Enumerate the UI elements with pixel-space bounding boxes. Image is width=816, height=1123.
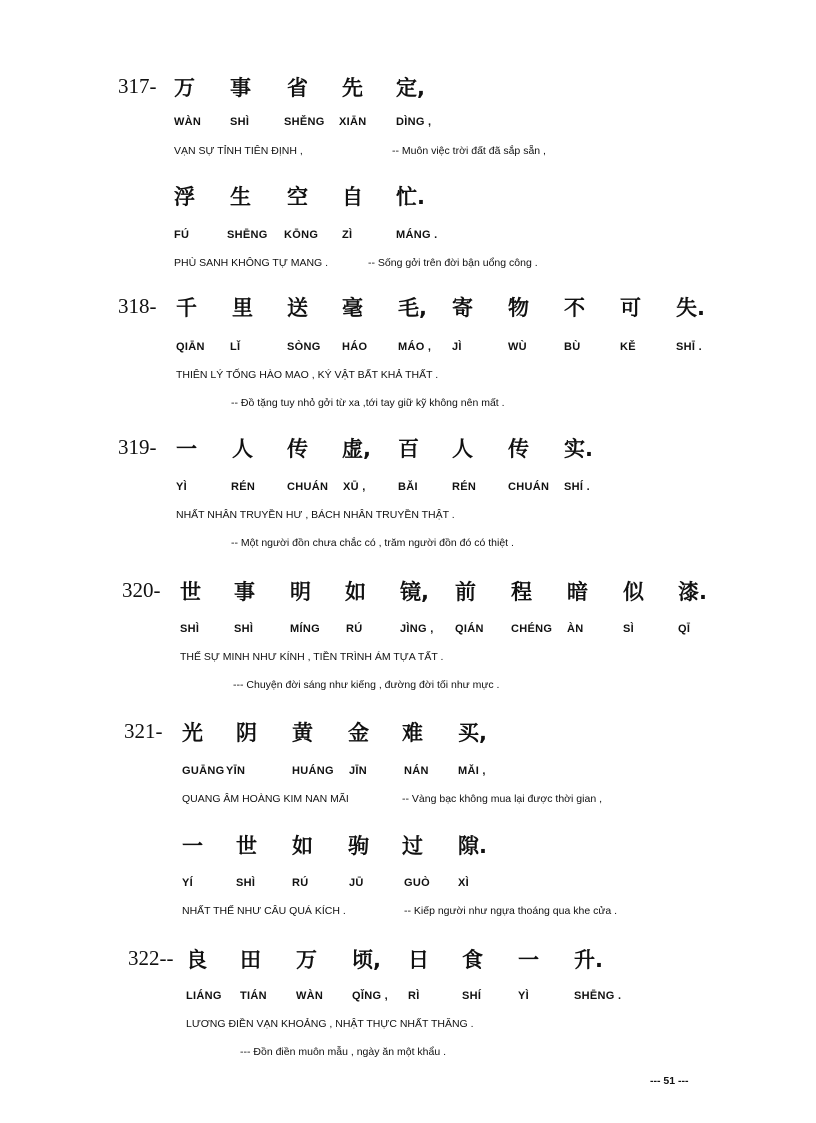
pinyin-syllable: DÌNG ,: [396, 116, 432, 128]
reading-line: [0, 145, 816, 159]
pinyin-syllable: SÒNG: [287, 341, 321, 353]
hanzi-char: 顷,: [352, 948, 381, 972]
hanzi-char: 自: [342, 185, 363, 209]
hanzi-char: 光: [182, 721, 203, 745]
hanzi-char: 一: [518, 948, 539, 972]
pinyin-line: [0, 765, 816, 783]
pinyin-line: [0, 990, 816, 1008]
pinyin-syllable: WÀN: [174, 116, 202, 128]
proverb-318: [0, 288, 816, 328]
pinyin-syllable: SHÌ: [230, 116, 250, 128]
hanzi-char: 空: [287, 185, 308, 209]
hanzi-char: 升.: [574, 948, 603, 972]
hanzi-char: 传: [287, 437, 308, 461]
pinyin-syllable: JŪ: [349, 877, 364, 889]
hanzi-char: 物: [508, 296, 529, 320]
entry-number: 321-: [124, 719, 163, 743]
hanzi-char: 万: [296, 948, 317, 972]
pinyin-syllable: SHÌ: [234, 623, 254, 635]
pinyin-syllable: MÁNG .: [396, 229, 438, 241]
pinyin-syllable: LĬ: [230, 341, 241, 353]
entry-number: 322--: [128, 946, 174, 970]
hanzi-char: 世: [180, 580, 201, 604]
hanzi-char: 可: [620, 296, 641, 320]
pinyin-line: [0, 341, 816, 359]
hanzi-char: 送: [287, 296, 308, 320]
proverb-322: [0, 940, 816, 980]
pinyin-syllable: QIÁN: [455, 623, 484, 635]
pinyin-syllable: JÌ: [452, 341, 462, 353]
vietnamese-translation: -- Muôn việc trời đất đã sắp sẵn ,: [392, 145, 546, 157]
pinyin-line: [0, 623, 816, 641]
pinyin-syllable: CHUÁN: [287, 481, 329, 493]
pinyin-syllable: RÚ: [292, 877, 309, 889]
sino-vietnamese-reading: NHẤT NHÂN TRUYỀN HƯ , BÁCH NHÂN TRUYỀN THẬT .: [176, 509, 455, 521]
hanzi-char: 毛,: [398, 296, 427, 320]
pinyin-syllable: MÁO ,: [398, 341, 432, 353]
vietnamese-translation: -- Kiếp người như ngựa thoáng qua khe cửa .: [404, 905, 618, 917]
hanzi-char: 程: [511, 580, 532, 604]
hanzi-char: 暗: [567, 580, 588, 604]
hanzi-char: 忙.: [396, 185, 425, 209]
pinyin-syllable: SHÌ: [236, 877, 256, 889]
hanzi-char: 阴: [236, 721, 257, 745]
pinyin-syllable: RÉN: [231, 481, 256, 493]
hanzi-char: 不: [564, 296, 585, 320]
pinyin-syllable: WÀN: [296, 990, 324, 1002]
pinyin-syllable: MĂI ,: [458, 765, 486, 777]
vietnamese-translation: --- Chuyện đời sáng như kiếng , đường đời tối như mực .: [233, 679, 500, 691]
hanzi-char: 万: [174, 76, 195, 100]
sino-vietnamese-reading: THIÊN LÝ TỐNG HÀO MAO , KÝ VẬT BẤT KHẢ THẤT .: [176, 369, 439, 381]
pinyin-syllable: XŪ ,: [343, 481, 366, 493]
hanzi-char: 失.: [676, 296, 705, 320]
pinyin-syllable: XÌ: [458, 877, 469, 889]
pinyin-syllable: XIĀN: [339, 116, 367, 128]
pinyin-syllable: RÉN: [452, 481, 477, 493]
hanzi-char: 食: [462, 948, 483, 972]
reading-line: [0, 257, 816, 271]
sino-vietnamese-reading: LƯƠNG ĐIỀN VẠN KHOẢNG , NHẬT THỰC NHẤT THĂNG .: [186, 1018, 474, 1030]
reading-line: [0, 369, 816, 383]
pinyin-syllable: QIĀN: [176, 341, 205, 353]
hanzi-char: 漆.: [678, 580, 707, 604]
pinyin-syllable: SHĒNG: [227, 229, 268, 241]
pinyin-syllable: SHĪ .: [676, 341, 702, 353]
translation-line: [0, 1046, 816, 1060]
pinyin-syllable: QĪ: [678, 623, 691, 635]
pinyin-syllable: YÌ: [176, 481, 187, 493]
translation-line: [0, 537, 816, 551]
hanzi-char: 省: [287, 76, 308, 100]
pinyin-syllable: SHĒNG .: [574, 990, 622, 1002]
hanzi-char: 事: [230, 76, 251, 100]
pinyin-syllable: SHÍ: [462, 990, 482, 1002]
hanzi-char: 浮: [174, 185, 195, 209]
hanzi-char: 实.: [564, 437, 593, 461]
pinyin-syllable: WÙ: [508, 341, 527, 353]
entry-number: 317-: [118, 74, 157, 98]
hanzi-char: 如: [292, 834, 313, 858]
pinyin-syllable: QǏNG ,: [352, 990, 389, 1002]
reading-line: [0, 793, 816, 807]
pinyin-syllable: YĪN: [226, 765, 246, 777]
hanzi-char: 虚,: [342, 437, 371, 461]
proverb-321-line-1: [0, 713, 816, 753]
proverb-321-line-2: [0, 826, 816, 866]
hanzi-char: 毫: [342, 296, 363, 320]
hanzi-char: 先: [342, 76, 363, 100]
pinyin-syllable: JÌNG ,: [400, 623, 434, 635]
pinyin-syllable: RÌ: [408, 990, 420, 1002]
pinyin-line: [0, 116, 816, 134]
hanzi-char: 隙.: [458, 834, 487, 858]
reading-line: [0, 509, 816, 523]
pinyin-syllable: CHÉNG: [511, 623, 553, 635]
reading-line: [0, 905, 816, 919]
vietnamese-translation: --- Đồn điền muôn mẫu , ngày ăn một khẩu .: [240, 1046, 447, 1058]
hanzi-char: 百: [398, 437, 419, 461]
pinyin-syllable: BĂI: [398, 481, 418, 493]
entry-number: 318-: [118, 294, 157, 318]
sino-vietnamese-reading: VẠN SỰ TỈNH TIÊN ĐỊNH ,: [174, 145, 303, 157]
pinyin-syllable: GUĀNG: [182, 765, 225, 777]
sino-vietnamese-reading: QUANG ÂM HOÀNG KIM NAN MÃI: [182, 793, 349, 805]
pinyin-line: [0, 481, 816, 499]
reading-line: [0, 1018, 816, 1032]
hanzi-char: 黄: [292, 721, 313, 745]
pinyin-line: [0, 229, 816, 247]
entry-number: 319-: [118, 435, 157, 459]
pinyin-syllable: TIÁN: [240, 990, 267, 1002]
pinyin-syllable: FÚ: [174, 229, 190, 241]
hanzi-char: 世: [236, 834, 257, 858]
hanzi-char: 生: [230, 185, 251, 209]
pinyin-syllable: SHÌ: [180, 623, 200, 635]
pinyin-syllable: HUÁNG: [292, 765, 334, 777]
pinyin-syllable: LIÁNG: [186, 990, 222, 1002]
pinyin-syllable: SÌ: [623, 623, 634, 635]
vietnamese-translation: -- Sống gởi trên đời bận uổng công .: [368, 257, 538, 269]
pinyin-syllable: NÁN: [404, 765, 429, 777]
hanzi-char: 事: [234, 580, 255, 604]
vietnamese-translation: -- Một người đồn chưa chắc có , trăm người đồn đó có thiệt .: [231, 537, 514, 549]
hanzi-char: 人: [452, 437, 473, 461]
hanzi-char: 田: [240, 948, 261, 972]
hanzi-char: 日: [408, 948, 429, 972]
proverb-317-line-1: [0, 68, 816, 108]
hanzi-char: 明: [290, 580, 311, 604]
reading-line: [0, 651, 816, 665]
translation-line: [0, 679, 816, 693]
sino-vietnamese-reading: PHÙ SANH KHÔNG TỰ MANG .: [174, 257, 329, 269]
hanzi-char: 千: [176, 296, 197, 320]
pinyin-line: [0, 877, 816, 895]
vietnamese-translation: -- Đồ tặng tuy nhỏ gởi từ xa ,tới tay giữ kỹ không nên mất .: [231, 397, 505, 409]
pinyin-syllable: SHĚNG: [284, 116, 325, 128]
sino-vietnamese-reading: THẾ SỰ MINH NHƯ KÍNH , TIỀN TRÌNH ÁM TỰA TẤT .: [180, 651, 444, 663]
hanzi-char: 买,: [458, 721, 487, 745]
hanzi-char: 如: [345, 580, 366, 604]
hanzi-char: 似: [623, 580, 644, 604]
pinyin-syllable: RÚ: [346, 623, 363, 635]
sino-vietnamese-reading: NHẤT THẾ NHƯ CÂU QUÁ KÍCH .: [182, 905, 346, 917]
proverb-320: [0, 572, 816, 612]
pinyin-syllable: YÍ: [182, 877, 193, 889]
pinyin-syllable: YÌ: [518, 990, 529, 1002]
proverb-319: [0, 429, 816, 469]
hanzi-char: 人: [232, 437, 253, 461]
entry-number: 320-: [122, 578, 161, 602]
hanzi-char: 传: [508, 437, 529, 461]
translation-line: [0, 397, 816, 411]
vietnamese-translation: -- Vàng bạc không mua lại được thời gian ,: [402, 793, 602, 805]
hanzi-char: 过: [402, 834, 423, 858]
pinyin-syllable: HÁO: [342, 341, 368, 353]
page-number: --- 51 ---: [650, 1075, 689, 1087]
pinyin-syllable: ÀN: [567, 623, 584, 635]
hanzi-char: 前: [455, 580, 476, 604]
hanzi-char: 寄: [452, 296, 473, 320]
pinyin-syllable: ZÌ: [342, 229, 353, 241]
hanzi-char: 金: [348, 721, 369, 745]
pinyin-syllable: CHUÁN: [508, 481, 550, 493]
pinyin-syllable: JĪN: [349, 765, 368, 777]
pinyin-syllable: SHÍ .: [564, 481, 590, 493]
hanzi-char: 镜,: [400, 580, 429, 604]
pinyin-syllable: GUÒ: [404, 877, 430, 889]
hanzi-char: 定,: [396, 76, 425, 100]
pinyin-syllable: KŌNG: [284, 229, 319, 241]
pinyin-syllable: BÙ: [564, 341, 581, 353]
hanzi-char: 一: [182, 834, 203, 858]
hanzi-char: 良: [186, 948, 207, 972]
pinyin-syllable: KĚ: [620, 341, 636, 353]
pinyin-syllable: MÍNG: [290, 623, 320, 635]
hanzi-char: 驹: [348, 834, 369, 858]
hanzi-char: 难: [402, 721, 423, 745]
hanzi-char: 里: [232, 296, 253, 320]
hanzi-char: 一: [176, 437, 197, 461]
proverb-317-line-2: [0, 177, 816, 217]
